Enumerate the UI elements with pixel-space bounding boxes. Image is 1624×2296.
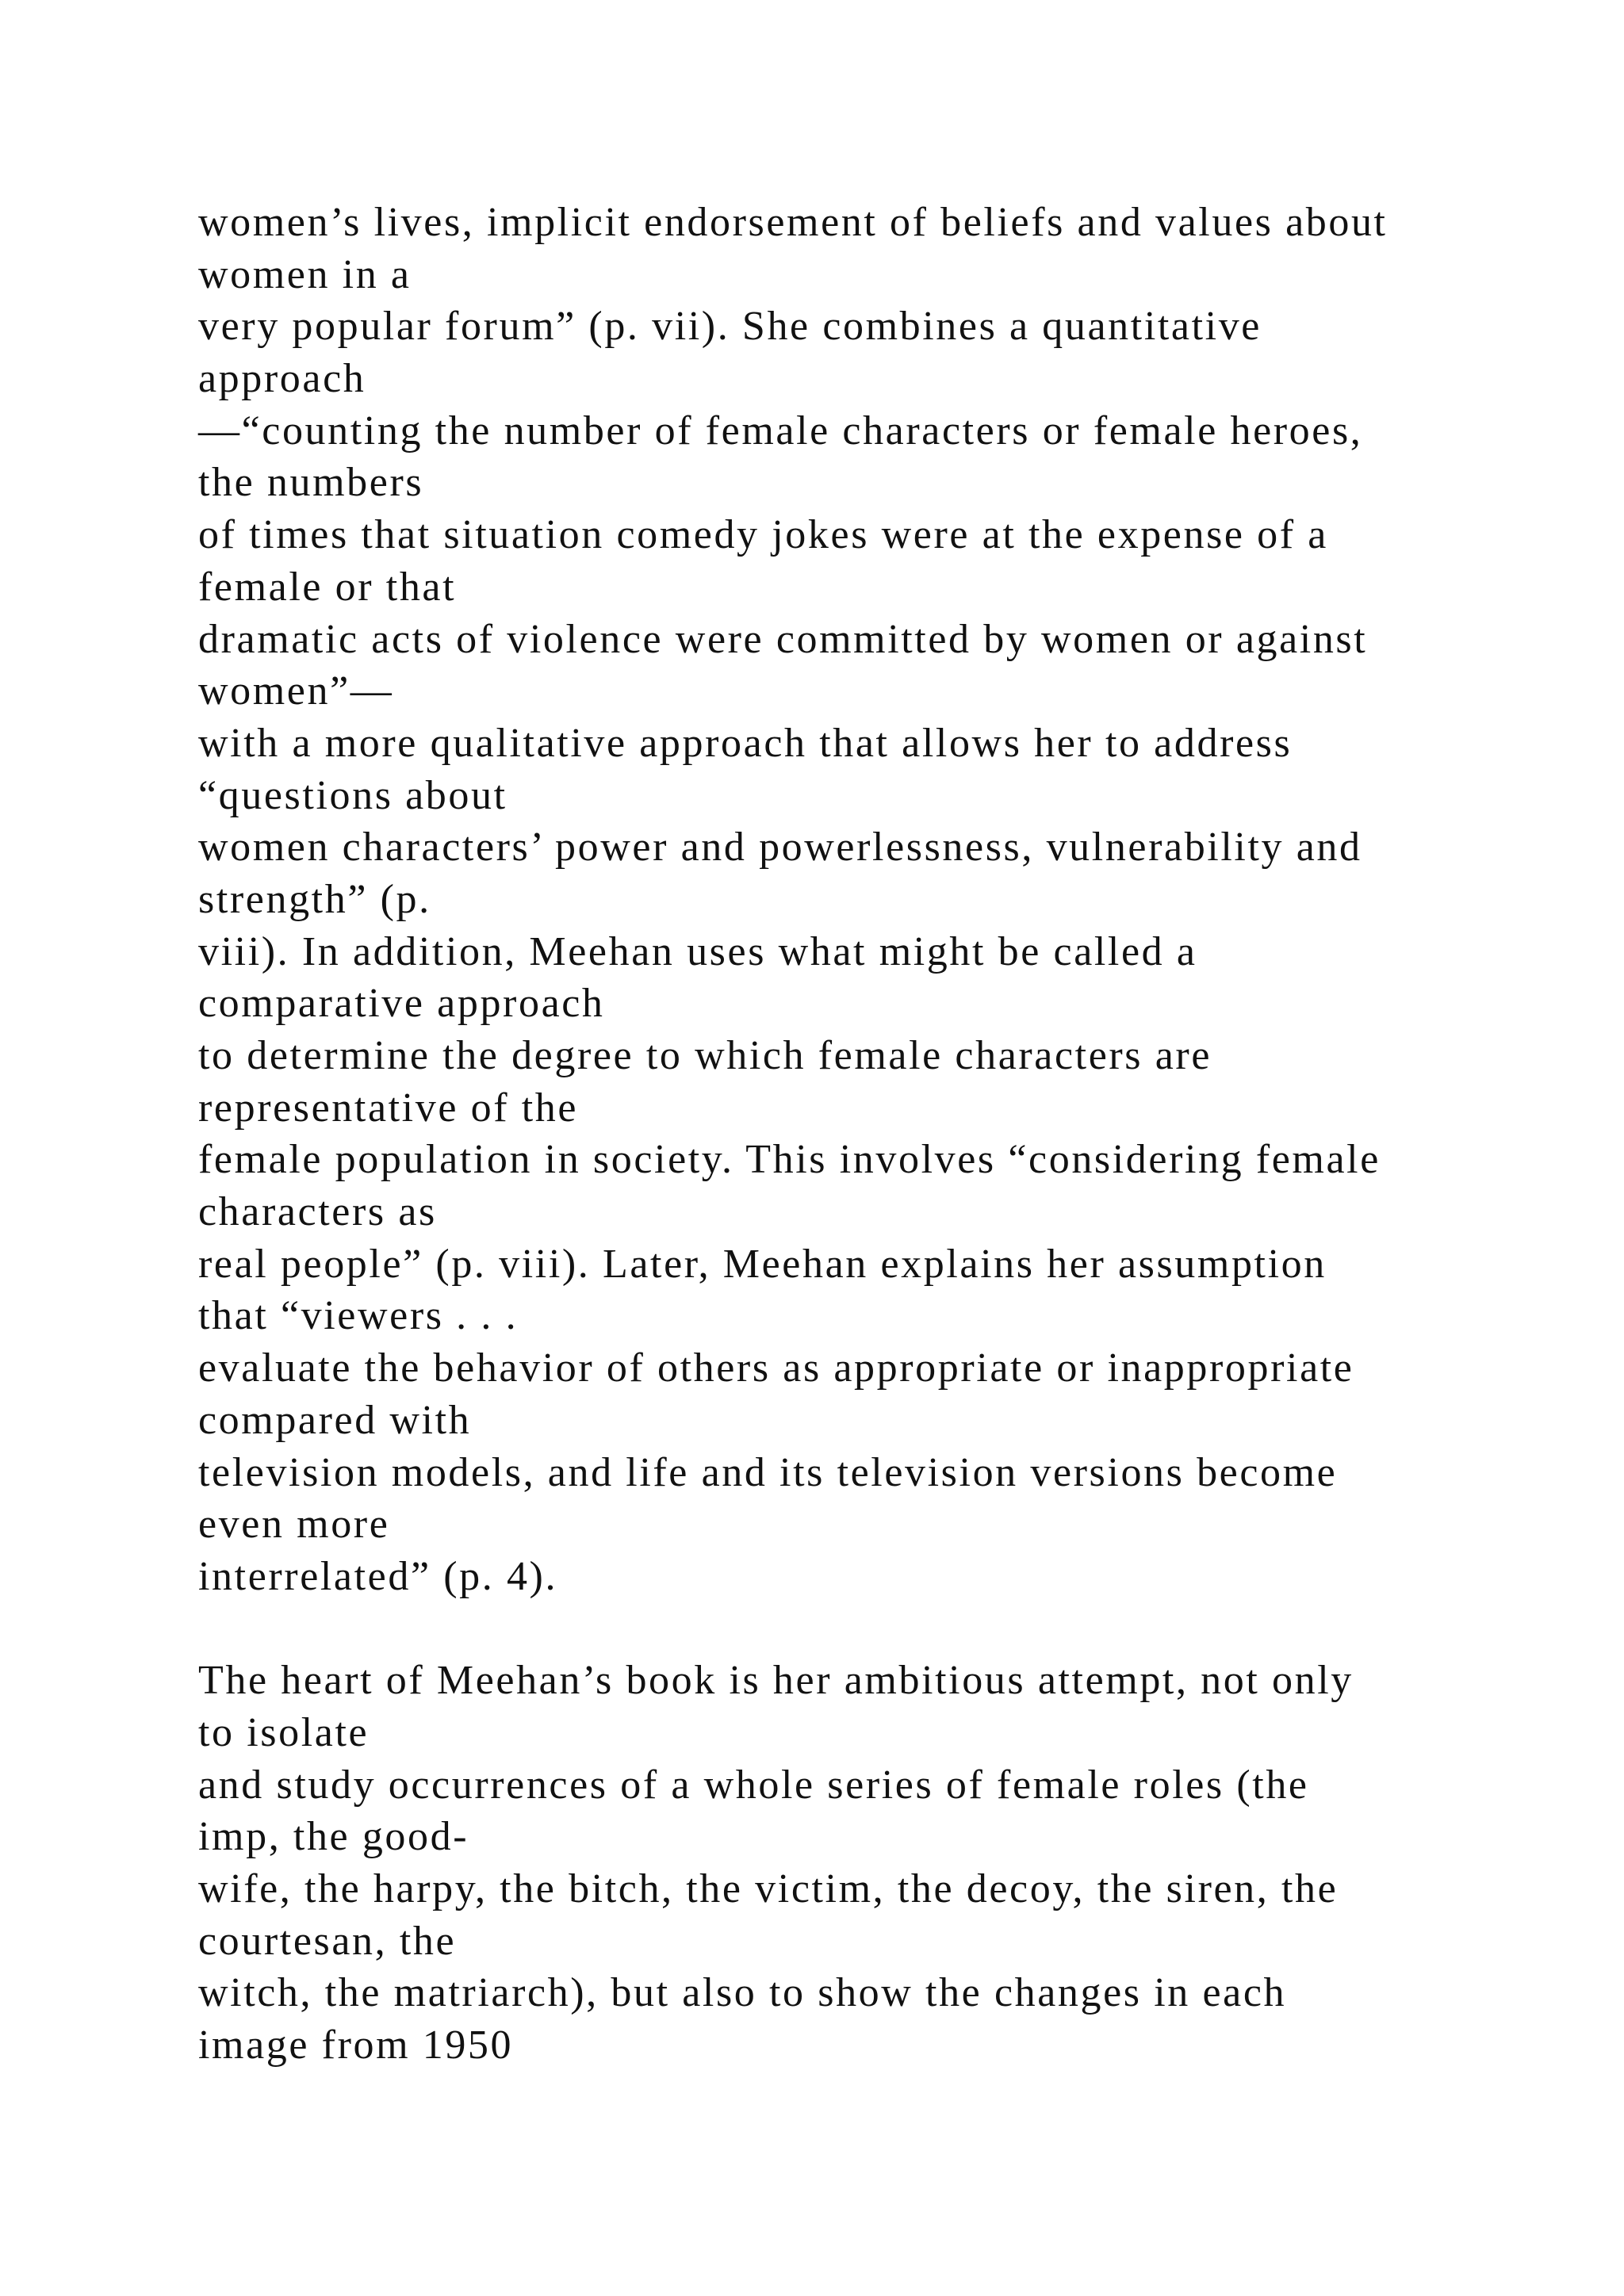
text-line: strength” (p.	[198, 876, 431, 922]
document-body	[198, 197, 1546, 2072]
text-line: viii). In addition, Meehan uses what might be called a	[198, 928, 1197, 974]
text-line: compared with	[198, 1397, 472, 1443]
text-line: “questions about	[198, 772, 508, 818]
text-line: image from 1950	[198, 2022, 514, 2068]
text-line: women’s lives, implicit endorsement of beliefs and values about	[198, 200, 1388, 245]
text-line: representative of the	[198, 1085, 579, 1131]
text-line: dramatic acts of violence were committed by women or against	[198, 616, 1368, 662]
text-line: that “viewers . . .	[198, 1293, 519, 1339]
text-line: women”—	[198, 668, 394, 714]
text-line: interrelated” (p. 4).	[198, 1553, 558, 1599]
text-line: women characters’ power and powerlessness, vulnerability and	[198, 825, 1362, 871]
text-line: with a more qualitative approach that allows her to address	[198, 720, 1293, 766]
text-line: The heart of Meehan’s book is her ambitious attempt, not only	[198, 1658, 1354, 1704]
text-line: evaluate the behavior of others as appropriate or inappropriate	[198, 1345, 1354, 1391]
paragraph-2	[198, 1655, 1546, 2072]
text-line: comparative approach	[198, 981, 605, 1027]
text-line: courtesan, the	[198, 1918, 457, 1964]
text-line: witch, the matriarch), but also to show the changes in each	[198, 1970, 1287, 2016]
paragraph-break	[198, 1603, 1546, 1655]
text-line: female or that	[198, 564, 457, 610]
text-line: very popular forum” (p. vii). She combines a quantitative	[198, 304, 1262, 350]
text-line: of times that situation comedy jokes were at the expense of a	[198, 512, 1328, 558]
text-line: television models, and life and its television versions become	[198, 1449, 1338, 1495]
text-line: characters as	[198, 1189, 437, 1235]
text-line: wife, the harpy, the bitch, the victim, the decoy, the siren, the	[198, 1866, 1339, 1911]
text-line: and study occurrences of a whole series of female roles (the	[198, 1762, 1309, 1808]
text-line: female population in society. This involves “considering female	[198, 1137, 1381, 1183]
text-line: real people” (p. viii). Later, Meehan explains her assumption	[198, 1241, 1327, 1287]
paragraph-1	[198, 197, 1546, 1603]
text-line: imp, the good-	[198, 1814, 469, 1860]
text-line: even more	[198, 1502, 390, 1548]
text-line: the numbers	[198, 460, 424, 506]
text-line: approach	[198, 356, 366, 402]
text-line: to isolate	[198, 1709, 370, 1755]
text-line: to determine the degree to which female characters are	[198, 1033, 1212, 1078]
text-line: —“counting the number of female characters or female heroes,	[198, 408, 1363, 453]
text-line: women in a	[198, 251, 412, 297]
